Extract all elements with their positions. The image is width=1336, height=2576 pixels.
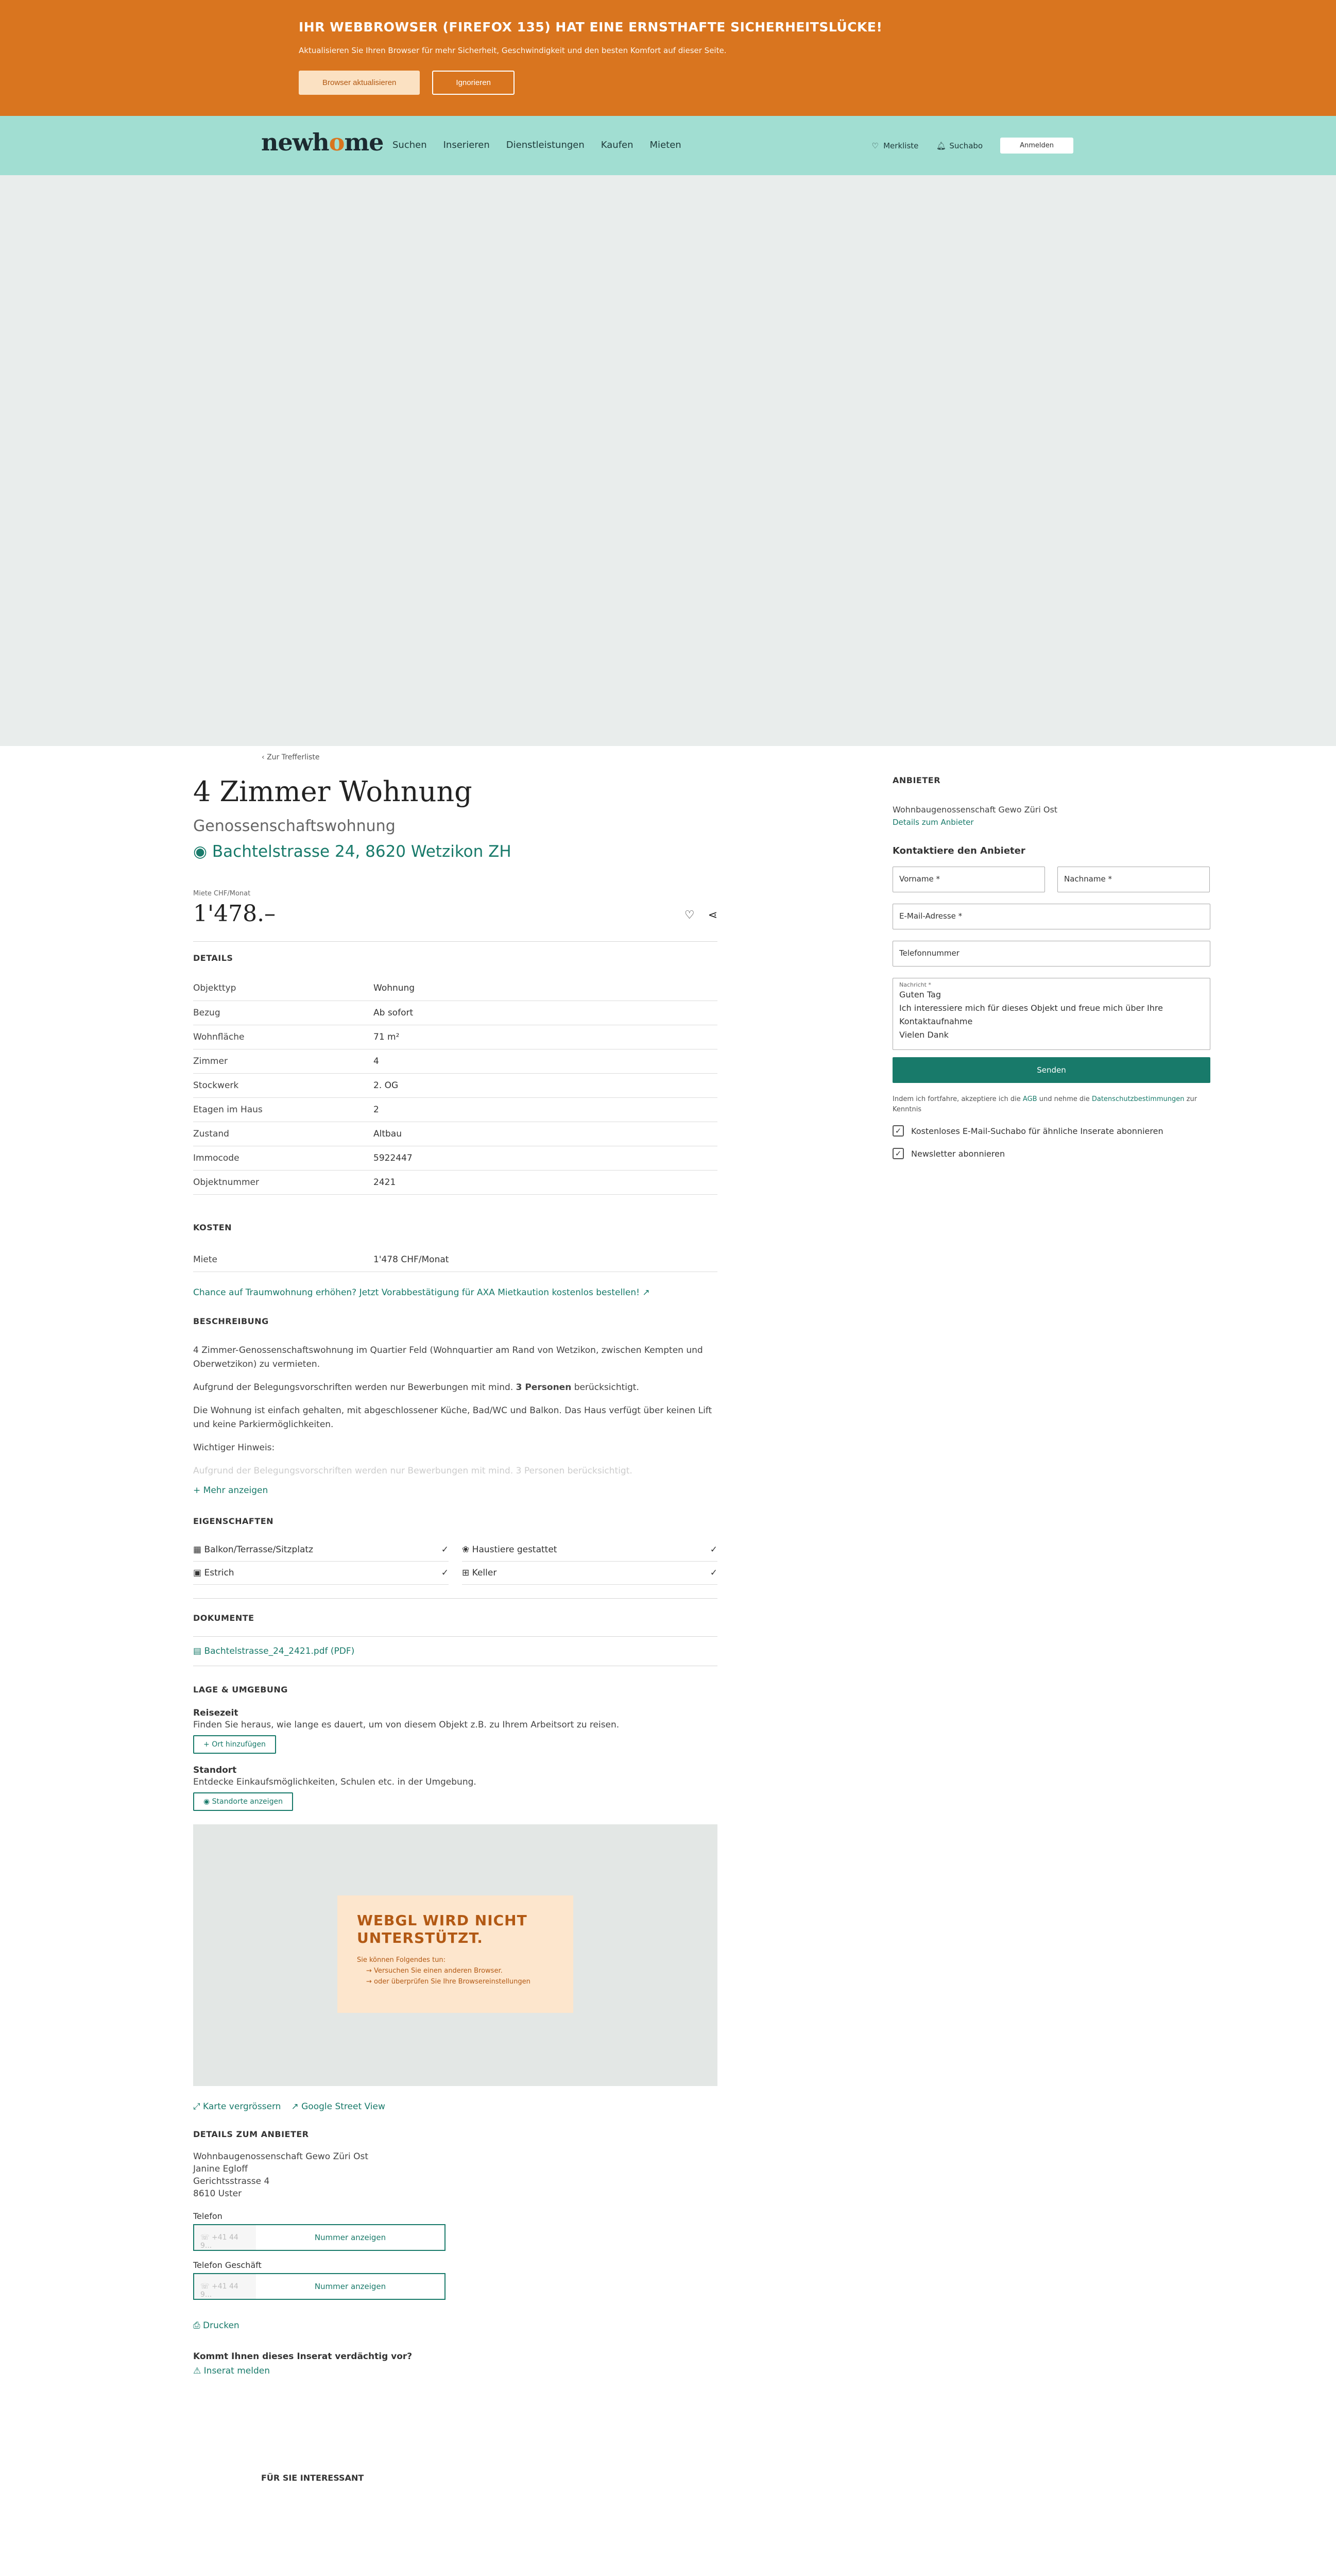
detail-value: 5922447 <box>373 1146 717 1170</box>
show-number-button[interactable]: Nummer anzeigen <box>314 2233 386 2242</box>
provider-name: Wohnbaugenossenschaft Gewo Züri Ost <box>893 805 1058 815</box>
provider-details-heading: DETAILS ZUM ANBIETER <box>193 2129 309 2139</box>
agb-link[interactable]: AGB <box>1022 1095 1037 1103</box>
reisezeit-text: Finden Sie heraus, wie lange es dauert, um von diesem Objekt z.B. zu Ihrem Arbeitsort zu reisen. <box>193 1720 620 1730</box>
balcony-icon: ▦ <box>193 1545 204 1555</box>
detail-value: Ab sofort <box>373 1001 717 1025</box>
arrow-icon: ↗ <box>291 2102 302 2112</box>
suchabo-link[interactable]: 🔔︎ Suchabo <box>936 141 983 150</box>
privacy-link[interactable]: Datenschutzbestimmungen <box>1091 1095 1185 1103</box>
description-p5-faded: Aufgrund der Belegungsvorschriften werden nur Bewerbungen mit mind. 3 Personen berücksichtigt. <box>193 1466 632 1476</box>
show-more-link[interactable]: + Mehr anzeigen <box>193 1485 268 1496</box>
interest-heading: FÜR SIE INTERESSANT <box>261 2473 364 2483</box>
table-row <box>193 1073 717 1097</box>
standort-title: Standort <box>193 1765 237 1775</box>
webgl-warning <box>337 1895 573 2013</box>
table-row <box>193 1001 717 1025</box>
suspicious-text: Kommt Ihnen dieses Inserat verdächtig vor? <box>193 2351 413 2362</box>
breadcrumb-back[interactable]: ‹ Zur Trefferliste <box>262 753 320 761</box>
table-row <box>193 1170 717 1194</box>
pet-icon: ❀ <box>462 1545 472 1555</box>
provider-address: Wohnbaugenossenschaft Gewo Züri Ost Janine Egloff Gerichtsstrasse 4 8610 Uster <box>193 2151 369 2199</box>
costs-table <box>193 1248 717 1273</box>
update-browser-button[interactable]: Browser aktualisieren <box>299 71 420 95</box>
costs-heading: KOSTEN <box>193 1222 232 1232</box>
bell-icon: 🔔︎ <box>936 141 946 150</box>
listing-address[interactable]: ◉ Bachtelstrasse 24, 8620 Wetzikon ZH <box>193 842 511 861</box>
check-icon: ✓ <box>441 1545 449 1555</box>
search-alert-checkbox[interactable]: ✓ Kostenloses E-Mail-Suchabo für ähnliche Inserate abonnieren <box>893 1125 1210 1137</box>
reisezeit-title: Reisezeit <box>193 1708 238 1718</box>
login-button[interactable]: Anmelden <box>1000 138 1073 154</box>
price: 1'478.– <box>193 901 276 927</box>
main-nav <box>392 140 681 150</box>
detail-value: 2. OG <box>373 1073 717 1097</box>
contact-heading: Kontaktiere den Anbieter <box>893 845 1025 856</box>
favorite-heart-icon[interactable]: ♡ <box>684 909 695 922</box>
detail-value: 2421 <box>373 1170 717 1194</box>
show-locations-button[interactable]: ◉ Standorte anzeigen <box>193 1792 293 1811</box>
location-heading: LAGE & UMGEBUNG <box>193 1685 288 1694</box>
pin-icon: ◉ <box>203 1798 212 1806</box>
feature-item: ❀ Haustiere gestattet ✓ <box>462 1538 717 1562</box>
feature-item: ▣ Estrich ✓ <box>193 1562 449 1585</box>
table-row <box>193 1146 717 1170</box>
table-row <box>193 1049 717 1073</box>
detail-key: Objektnummer <box>193 1170 373 1194</box>
attic-icon: ▣ <box>193 1568 204 1578</box>
detail-key: Wohnfläche <box>193 1025 373 1049</box>
details-heading: DETAILS <box>193 953 233 963</box>
provider-details-link[interactable]: Details zum Anbieter <box>893 818 974 827</box>
phone-icon: ☏ <box>200 2233 212 2242</box>
webgl-tip: → oder überprüfen Sie Ihre Browsereinstellungen <box>366 1978 530 1986</box>
cellar-icon: ⊞ <box>462 1568 472 1578</box>
browser-warning-banner <box>0 0 1336 116</box>
document-icon: ▤ <box>193 1646 204 1656</box>
table-row <box>193 1122 717 1146</box>
description-p2: Aufgrund der Belegungsvorschriften werden nur Bewerbungen mit mind. 3 Personen berücksichtigt. <box>193 1382 639 1393</box>
table-row <box>193 1025 717 1049</box>
warning-title: IHR WEBBROWSER (FIREFOX 135) HAT EINE ERNSTHAFTE SICHERHEITSLÜCKE! <box>299 20 883 35</box>
phone-business-label: Telefon Geschäft <box>193 2260 262 2270</box>
description-p1: 4 Zimmer-Genossenschaftswohnung im Quartier Feld (Wohnquartier am Rand von Wetzikon, zwischen Kempten und Oberwetzikon) zu vermieten. <box>193 1345 703 1369</box>
phone-input[interactable]: Telefonnummer <box>893 941 1210 967</box>
nav-mieten[interactable]: Mieten <box>649 140 681 150</box>
gallery-placeholder[interactable] <box>0 175 1336 746</box>
ignore-button[interactable]: Ignorieren <box>432 71 515 95</box>
chevron-left-icon: ‹ <box>262 753 267 761</box>
detail-key: Zimmer <box>193 1049 373 1073</box>
webgl-title: WEBGL WIRD NICHT UNTERSTÜTZT. <box>357 1912 527 1946</box>
detail-value: Wohnung <box>373 976 717 1001</box>
check-icon: ✓ <box>441 1568 449 1578</box>
webgl-sub: Sie können Folgendes tun: <box>357 1956 446 1964</box>
description-p4: Wichtiger Hinweis: <box>193 1443 275 1453</box>
pdf-document-link[interactable]: ▤ Bachtelstrasse_24_2421.pdf (PDF) <box>193 1646 355 1656</box>
printer-icon: ⎙ <box>193 2320 203 2331</box>
detail-key: Zustand <box>193 1122 373 1146</box>
warning-icon: ⚠ <box>193 2366 204 2376</box>
check-icon: ✓ <box>710 1568 717 1578</box>
features-heading: EIGENSCHAFTEN <box>193 1516 274 1526</box>
plus-icon: + <box>203 1740 212 1749</box>
features-grid <box>193 1538 717 1585</box>
detail-key: Bezug <box>193 1001 373 1025</box>
provider-heading: ANBIETER <box>893 775 941 785</box>
logo[interactable]: newhome <box>261 128 384 156</box>
report-listing-link[interactable]: ⚠ Inserat melden <box>193 2366 270 2376</box>
phone-masked: ☏ +41 44 9... <box>194 2225 256 2250</box>
table-row: Miete 1'478 CHF/Monat <box>193 1248 717 1272</box>
last-name-input[interactable]: Nachname * <box>1057 867 1210 892</box>
axa-promo-link[interactable]: Chance auf Traumwohnung erhöhen? Jetzt Vorabbestätigung für AXA Mietkaution kostenlos bestellen! ↗ <box>193 1287 650 1298</box>
detail-value: 2 <box>373 1097 717 1122</box>
nav-dienstleistungen[interactable]: Dienstleistungen <box>506 140 585 150</box>
description-heading: BESCHREIBUNG <box>193 1316 269 1326</box>
heart-icon: ♡ <box>871 141 879 150</box>
description-p3: Die Wohnung ist einfach gehalten, mit abgeschlossener Küche, Bad/WC und Balkon. Das Haus verfügt über keinen Lift und keine Parkiermöglichkeiten. <box>193 1405 712 1430</box>
plus-icon: + <box>193 1485 203 1496</box>
phone-label: Telefon <box>193 2211 222 2221</box>
table-row <box>193 1097 717 1122</box>
listing-subtitle: Genossenschaftswohnung <box>193 817 396 835</box>
details-table <box>193 976 717 1195</box>
legal-text: Indem ich fortfahre, akzeptiere ich die AGB und nehme die Datenschutzbestimmungen zur Kenntnis <box>893 1095 1197 1113</box>
detail-key: Objekttyp <box>193 976 373 1001</box>
map[interactable] <box>193 1824 717 2086</box>
nav-inserieren[interactable]: Inserieren <box>443 140 490 150</box>
newsletter-checkbox[interactable]: ✓ Newsletter abonnieren <box>893 1148 1210 1159</box>
standort-text: Entdecke Einkaufsmöglichkeiten, Schulen etc. in der Umgebung. <box>193 1777 476 1787</box>
site-header <box>0 116 1336 175</box>
street-view-link[interactable]: ↗ Google Street View <box>291 2102 385 2112</box>
enlarge-map-link[interactable]: ⤢ Karte vergrössern <box>193 2102 281 2112</box>
feature-item: ▦ Balkon/Terrasse/Sitzplatz ✓ <box>193 1538 449 1562</box>
checkbox-checked-icon: ✓ <box>893 1125 904 1137</box>
check-icon: ✓ <box>710 1545 717 1555</box>
send-button[interactable]: Senden <box>893 1057 1210 1083</box>
contact-sidebar <box>893 775 1210 1159</box>
share-icon[interactable]: ⋖ <box>708 909 717 922</box>
message-textarea[interactable]: Nachricht * Guten Tag Ich interessiere mich für dieses Objekt und freue mich über Ihre Kontaktaufnahme Vielen Dank <box>893 978 1210 1050</box>
merkliste-link[interactable]: ♡ Merkliste <box>870 141 918 150</box>
detail-key: Stockwerk <box>193 1073 373 1097</box>
email-input[interactable]: E-Mail-Adresse * <box>893 904 1210 929</box>
warning-text: Aktualisieren Sie Ihren Browser für mehr Sicherheit, Geschwindigkeit und den besten Komfort auf dieser Seite. <box>299 46 727 55</box>
print-link[interactable]: ⎙ Drucken <box>193 2320 239 2331</box>
show-number-button[interactable]: Nummer anzeigen <box>314 2282 386 2291</box>
expand-icon: ⤢ <box>193 2102 203 2112</box>
nav-suchen[interactable]: Suchen <box>392 140 427 150</box>
checkbox-checked-icon: ✓ <box>893 1148 904 1159</box>
phone-business-reveal[interactable] <box>193 2273 446 2300</box>
price-label: Miete CHF/Monat <box>193 890 251 897</box>
feature-item: ⊞ Keller ✓ <box>462 1562 717 1585</box>
detail-value: 71 m² <box>373 1025 717 1049</box>
first-name-input[interactable]: Vorname * <box>893 867 1045 892</box>
webgl-tip: → Versuchen Sie einen anderen Browser. <box>366 1967 503 1975</box>
phone-icon: ☏ <box>200 2282 212 2291</box>
listing-title: 4 Zimmer Wohnung <box>193 775 472 808</box>
detail-value: Altbau <box>373 1122 717 1146</box>
documents-heading: DOKUMENTE <box>193 1613 254 1623</box>
detail-value: 4 <box>373 1049 717 1073</box>
nav-kaufen[interactable]: Kaufen <box>601 140 633 150</box>
listing-main <box>193 775 717 2376</box>
add-place-button[interactable]: + Ort hinzufügen <box>193 1735 276 1754</box>
table-row <box>193 976 717 1001</box>
detail-key: Immocode <box>193 1146 373 1170</box>
location-pin-icon: ◉ <box>193 842 212 861</box>
detail-key: Etagen im Haus <box>193 1097 373 1122</box>
phone-reveal[interactable] <box>193 2224 446 2251</box>
phone-masked: ☏ +41 44 9... <box>194 2274 256 2299</box>
